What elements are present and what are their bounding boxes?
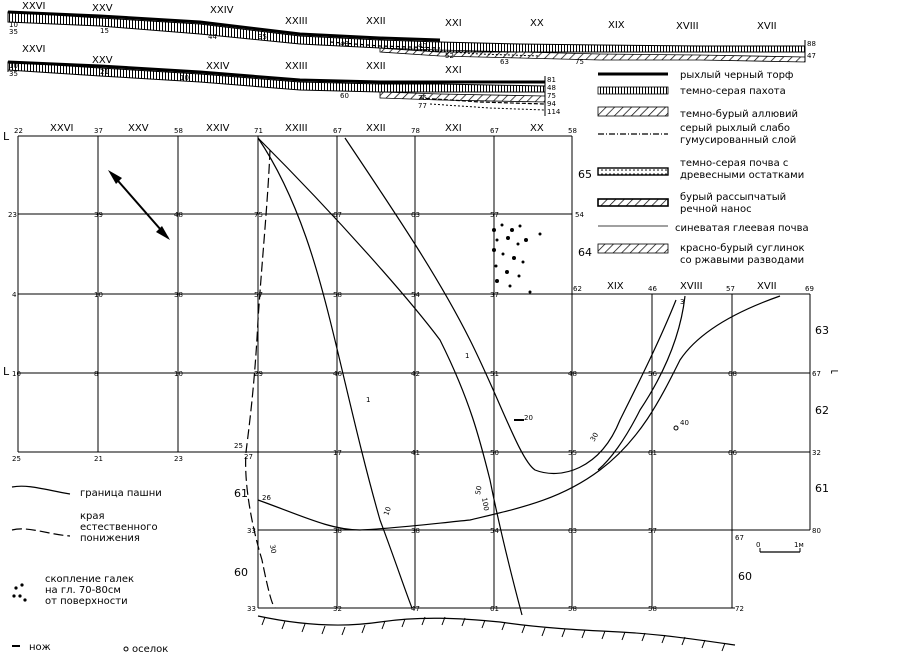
node-value: 32 bbox=[333, 605, 342, 613]
node-value: 71 bbox=[254, 127, 263, 135]
top-depth-2: 15 bbox=[100, 27, 109, 35]
node-value: 62 bbox=[573, 285, 582, 293]
swatch-plough-boundary bbox=[12, 486, 70, 494]
node-value: 58 bbox=[568, 605, 577, 613]
top-depth-0: 10 bbox=[9, 21, 18, 29]
node-value: 63 bbox=[411, 211, 420, 219]
row-label-63: 63 bbox=[815, 324, 829, 337]
node-value: 58 bbox=[333, 291, 342, 299]
legend-label-alluvium: темно-бурый аллювий bbox=[680, 109, 799, 120]
legend-item-peat bbox=[598, 70, 794, 81]
swatch-soil-wood bbox=[598, 168, 668, 175]
lower-depth-0: 10 bbox=[9, 62, 18, 70]
top-depth-10: 88 bbox=[807, 40, 816, 48]
legend-label-whetstone: оселок bbox=[132, 644, 169, 655]
legend-label-plough-boundary: граница пашни bbox=[80, 488, 162, 499]
node-value: 57 bbox=[648, 527, 657, 535]
lower-depth-10: 94 bbox=[547, 100, 556, 108]
contour-label: 3 bbox=[680, 298, 685, 306]
legend-item-grey-layer bbox=[598, 123, 796, 146]
legend-label-depression-edge: края естественного понижения bbox=[80, 511, 158, 544]
layer-legend bbox=[598, 70, 809, 266]
node-value: 80 bbox=[812, 527, 821, 535]
node-value: 33 bbox=[247, 527, 256, 535]
col-label-xxiii: XXIII bbox=[285, 123, 308, 134]
legend-knife bbox=[12, 642, 51, 653]
node-value: 22 bbox=[14, 127, 23, 135]
legend-label-knife: нож bbox=[29, 642, 51, 653]
node-value: 23 bbox=[174, 455, 183, 463]
row-label-61: 61 bbox=[815, 482, 829, 495]
row-label-64: 64 bbox=[578, 246, 592, 259]
lower-roman-xxi: XXI bbox=[445, 65, 462, 76]
node-value: 4 bbox=[12, 291, 17, 299]
top-depth-8: 63 bbox=[500, 58, 509, 66]
scale-end-label: 1м bbox=[794, 541, 804, 549]
lower-depth-1: 35 bbox=[9, 70, 18, 78]
contour-label: 30 bbox=[268, 543, 278, 555]
node-value: 48 bbox=[174, 211, 183, 219]
top-roman-xix: XIX bbox=[608, 20, 625, 31]
col-label-xviii: XVIII bbox=[680, 281, 703, 292]
node-value: 37 bbox=[94, 127, 103, 135]
swatch-river-deposit bbox=[598, 199, 668, 206]
node-value: 10 bbox=[174, 370, 183, 378]
node-value: 47 bbox=[411, 605, 420, 613]
top-roman-xxi: XXI bbox=[445, 18, 462, 29]
node-value: 57 bbox=[726, 285, 735, 293]
legend-item-plough bbox=[598, 86, 786, 97]
top-roman-xx: XX bbox=[530, 18, 544, 29]
node-value: 29 bbox=[254, 370, 263, 378]
map-legend bbox=[12, 486, 168, 655]
row-label-left-60: 60 bbox=[234, 566, 248, 579]
top-roman-xxv: XXV bbox=[92, 3, 113, 14]
lower-roman-xxii: XXII bbox=[366, 61, 386, 72]
node-value: 57 bbox=[490, 211, 499, 219]
node-value: 58 bbox=[648, 605, 657, 613]
legend-item-alluvium bbox=[598, 107, 798, 120]
node-value: 33 bbox=[247, 605, 256, 613]
node-value: 17 bbox=[333, 449, 342, 457]
node-value: 58 bbox=[568, 127, 577, 135]
node-value: 46 bbox=[333, 370, 342, 378]
col-label-xxiv: XXIV bbox=[206, 123, 230, 134]
legend-label-pebbles: скопление галек на гл. 70-80см от поверхности bbox=[45, 574, 135, 607]
node-value: 54 bbox=[411, 291, 420, 299]
bank-edge bbox=[258, 616, 735, 651]
lower-depth-7: 81 bbox=[547, 76, 556, 84]
lower-depth-5: 75 bbox=[418, 94, 427, 102]
node-value: 38 bbox=[174, 291, 183, 299]
legend-depression-edge bbox=[12, 511, 161, 544]
legend-item-river-deposit bbox=[598, 192, 789, 215]
node-value: 67 bbox=[812, 370, 821, 378]
node-value: 37 bbox=[490, 291, 499, 299]
top-roman-xxiii: XXIII bbox=[285, 16, 308, 27]
col-label-xix: XIX bbox=[607, 281, 624, 292]
node-value: 67 bbox=[333, 211, 342, 219]
col-label-xvii: XVII bbox=[757, 281, 777, 292]
node-value: 68 bbox=[728, 370, 737, 378]
node-value: 69 bbox=[805, 285, 814, 293]
lower-roman-xxiv: XXIV bbox=[206, 61, 230, 72]
top-depth-3: 44 bbox=[208, 33, 217, 41]
lower-roman-xxiii: XXIII bbox=[285, 61, 308, 72]
contour-label: 1 bbox=[465, 352, 470, 360]
node-value: 58 bbox=[174, 127, 183, 135]
node-value: 38 bbox=[411, 527, 420, 535]
col-label-xxii: XXII bbox=[366, 123, 386, 134]
node-value: 51 bbox=[490, 370, 499, 378]
lower-depth-9: 75 bbox=[547, 92, 556, 100]
top-section-profile bbox=[8, 1, 816, 66]
lower-depth-6: 77 bbox=[418, 102, 427, 110]
legend-whetstone bbox=[124, 644, 168, 655]
legend-label-river-deposit: бурый рассыпчатый речной нанос bbox=[680, 192, 787, 215]
node-value: 27 bbox=[244, 453, 253, 461]
contour-label: 40 bbox=[680, 419, 689, 427]
contour-labels bbox=[234, 298, 689, 554]
node-value: 25 bbox=[12, 455, 21, 463]
node-value: 61 bbox=[648, 449, 657, 457]
node-value: 10 bbox=[94, 291, 103, 299]
node-value: 42 bbox=[411, 370, 420, 378]
scale-bar bbox=[756, 541, 804, 552]
top-depth-4: 35 bbox=[258, 33, 267, 41]
pebble-cluster bbox=[492, 224, 542, 294]
node-value: 8 bbox=[94, 370, 99, 378]
lower-roman-xxvi: XXVI bbox=[22, 44, 46, 55]
node-value: 61 bbox=[490, 605, 499, 613]
top-depth-5: 43 bbox=[340, 40, 349, 48]
node-value: 39 bbox=[94, 211, 103, 219]
legend-pebbles bbox=[12, 574, 137, 607]
lower-depth-2: 21 bbox=[100, 68, 109, 76]
contour-label: 100 bbox=[480, 496, 491, 512]
contour-label: 30 bbox=[588, 431, 601, 443]
lower-roman-xxv: XXV bbox=[92, 55, 113, 66]
node-value: 78 bbox=[411, 127, 420, 135]
col-label-xx: XX bbox=[530, 123, 544, 134]
contour-label: 20 bbox=[524, 414, 533, 422]
top-depth-6: 40 bbox=[418, 42, 427, 50]
col-label-xxvi: XXVI bbox=[50, 123, 74, 134]
swatch-plough bbox=[598, 87, 668, 94]
node-value: 41 bbox=[411, 449, 420, 457]
top-roman-xxii: XXII bbox=[366, 16, 386, 27]
row-label-left-61: 61 bbox=[234, 487, 248, 500]
legend-item-gley bbox=[598, 223, 809, 234]
node-value: 50 bbox=[490, 449, 499, 457]
top-roman-xxvi: XXVI bbox=[22, 1, 46, 12]
scale-start-label: 0 bbox=[756, 541, 761, 549]
top-roman-xxiv: XXIV bbox=[210, 5, 234, 16]
top-depth-9: 75 bbox=[575, 58, 584, 66]
node-value: 23 bbox=[8, 211, 17, 219]
node-value: 66 bbox=[728, 449, 737, 457]
corner-mark-top: L bbox=[3, 130, 10, 143]
north-arrow-icon bbox=[108, 170, 170, 240]
node-value: 48 bbox=[568, 370, 577, 378]
lower-depth-11: 114 bbox=[547, 108, 561, 116]
contour-label: 25 bbox=[234, 442, 243, 450]
legend-item-loam bbox=[598, 243, 808, 266]
legend-label-soil-wood: темно-серая почва с древесными остатками bbox=[680, 158, 805, 181]
node-value: 56 bbox=[648, 370, 657, 378]
node-value: 67 bbox=[333, 127, 342, 135]
pebbles-icon bbox=[12, 583, 26, 601]
legend-label-grey-layer: серый рыхлый слабо гумусированный слой bbox=[680, 123, 797, 146]
node-value: 38 bbox=[333, 527, 342, 535]
swatch-alluvium bbox=[598, 107, 668, 116]
contour-label: 1 bbox=[366, 396, 371, 404]
top-roman-xvii: XVII bbox=[757, 21, 777, 32]
legend-label-loam: красно-бурый суглинок со ржавыми разводами bbox=[680, 243, 805, 266]
node-value: 55 bbox=[568, 449, 577, 457]
contour-label: 10 bbox=[382, 505, 393, 517]
legend-label-peat: рыхлый черный торф bbox=[680, 70, 794, 81]
col-label-xxv: XXV bbox=[128, 123, 149, 134]
swatch-loam bbox=[598, 244, 668, 253]
node-value: 46 bbox=[648, 285, 657, 293]
node-value: 10 bbox=[12, 370, 21, 378]
col-label-xxi: XXI bbox=[445, 123, 462, 134]
legend-label-plough: темно-серая пахота bbox=[680, 86, 786, 97]
node-value: 57 bbox=[254, 291, 263, 299]
row-label-62: 62 bbox=[815, 404, 829, 417]
whetstone-icon bbox=[124, 647, 128, 651]
lower-depth-4: 60 bbox=[340, 92, 349, 100]
top-depth-11: 47 bbox=[807, 52, 816, 60]
node-value: 67 bbox=[490, 127, 499, 135]
node-value: 67 bbox=[735, 534, 744, 542]
node-value: 32 bbox=[812, 449, 821, 457]
contour-label: 50 bbox=[474, 485, 484, 496]
top-roman-xviii: XVIII bbox=[676, 21, 699, 32]
swatch-depression-edge bbox=[12, 529, 70, 536]
legend-plough-boundary bbox=[12, 486, 162, 499]
row-label-65: 65 bbox=[578, 168, 592, 181]
contour-label: 26 bbox=[262, 494, 271, 502]
top-depth-7: 52 bbox=[445, 52, 454, 60]
whetstone-find-icon bbox=[674, 426, 678, 430]
top-depth-1: 35 bbox=[9, 28, 18, 36]
legend-label-gley: синеватая глеевая почва bbox=[675, 223, 809, 234]
corner-mark-right: ⌐ bbox=[830, 365, 840, 378]
lower-depth-8: 48 bbox=[547, 84, 556, 92]
node-value: 54 bbox=[575, 211, 584, 219]
lower-depth-3: 10 bbox=[180, 74, 189, 82]
plan-column-labels bbox=[50, 123, 777, 292]
node-value: 63 bbox=[568, 527, 577, 535]
corner-mark-mid: L bbox=[3, 365, 10, 378]
legend-item-soil-wood bbox=[598, 158, 804, 181]
node-value: 21 bbox=[94, 455, 103, 463]
node-value: 54 bbox=[490, 527, 499, 535]
node-value: 72 bbox=[735, 605, 744, 613]
row-label-60: 60 bbox=[738, 570, 752, 583]
node-value: 75 bbox=[254, 211, 263, 219]
